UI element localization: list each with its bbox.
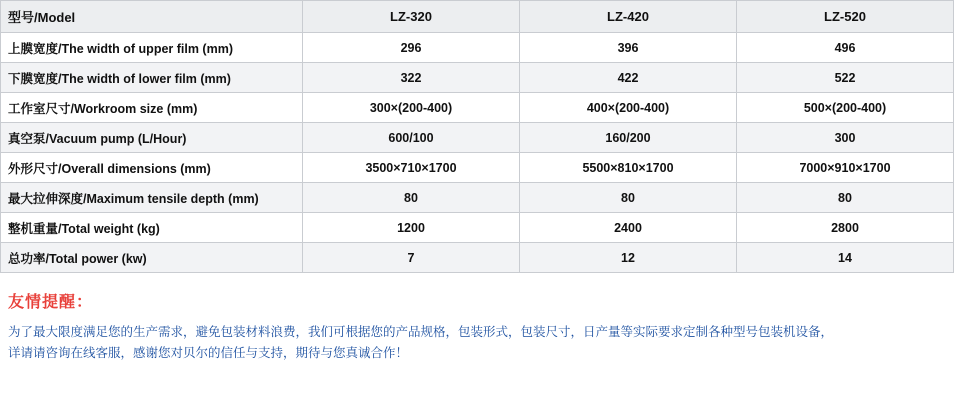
notice-title: 友情提醒： (8, 294, 94, 311)
row-value: 300 (737, 123, 954, 153)
row-value: 400×(200-400) (520, 93, 737, 123)
row-value: 396 (520, 33, 737, 63)
row-value: 80 (737, 183, 954, 213)
row-value: 12 (520, 243, 737, 273)
row-label: 下膜宽度/The width of lower film (mm) (1, 63, 303, 93)
column-header-lz420: LZ-420 (520, 1, 737, 33)
row-value: 3500×710×1700 (303, 153, 520, 183)
row-label: 外形尺寸/Overall dimensions (mm) (1, 153, 303, 183)
notice-block (0, 289, 954, 364)
table-row (1, 213, 954, 243)
column-header-lz520: LZ-520 (737, 1, 954, 33)
row-value: 80 (303, 183, 520, 213)
row-value: 600/100 (303, 123, 520, 153)
row-label: 整机重量/Total weight (kg) (1, 213, 303, 243)
row-value: 496 (737, 33, 954, 63)
row-label: 上膜宽度/The width of upper film (mm) (1, 33, 303, 63)
row-value: 522 (737, 63, 954, 93)
table-header-row (1, 1, 954, 33)
column-header-model: 型号/Model (1, 1, 303, 33)
row-value: 2800 (737, 213, 954, 243)
row-label: 工作室尺寸/Workroom size (mm) (1, 93, 303, 123)
row-label: 总功率/Total power (kw) (1, 243, 303, 273)
table-row (1, 243, 954, 273)
row-value: 296 (303, 33, 520, 63)
table-row (1, 63, 954, 93)
row-value: 322 (303, 63, 520, 93)
row-value: 14 (737, 243, 954, 273)
notice-line-2: 详请请咨询在线客服，感谢您对贝尔的信任与支持，期待与您真诚合作！ (8, 346, 409, 360)
notice-line-1: 为了最大限度满足您的生产需求，避免包装材料浪费，我们可根据您的产品规格，包装形式，包装尺寸，日产量等实际要求定制各种型号包装机设备， (8, 325, 834, 339)
table-row (1, 93, 954, 123)
table-row (1, 123, 954, 153)
row-value: 500×(200-400) (737, 93, 954, 123)
column-header-lz320: LZ-320 (303, 1, 520, 33)
row-value: 422 (520, 63, 737, 93)
row-value: 5500×810×1700 (520, 153, 737, 183)
table-row (1, 33, 954, 63)
row-value: 300×(200-400) (303, 93, 520, 123)
row-value: 7 (303, 243, 520, 273)
row-value: 2400 (520, 213, 737, 243)
row-value: 7000×910×1700 (737, 153, 954, 183)
row-label: 真空泵/Vacuum pump (L/Hour) (1, 123, 303, 153)
table-body (1, 1, 954, 273)
row-value: 80 (520, 183, 737, 213)
row-label: 最大拉伸深度/Maximum tensile depth (mm) (1, 183, 303, 213)
row-value: 160/200 (520, 123, 737, 153)
row-value: 1200 (303, 213, 520, 243)
table-row (1, 153, 954, 183)
table-row (1, 183, 954, 213)
